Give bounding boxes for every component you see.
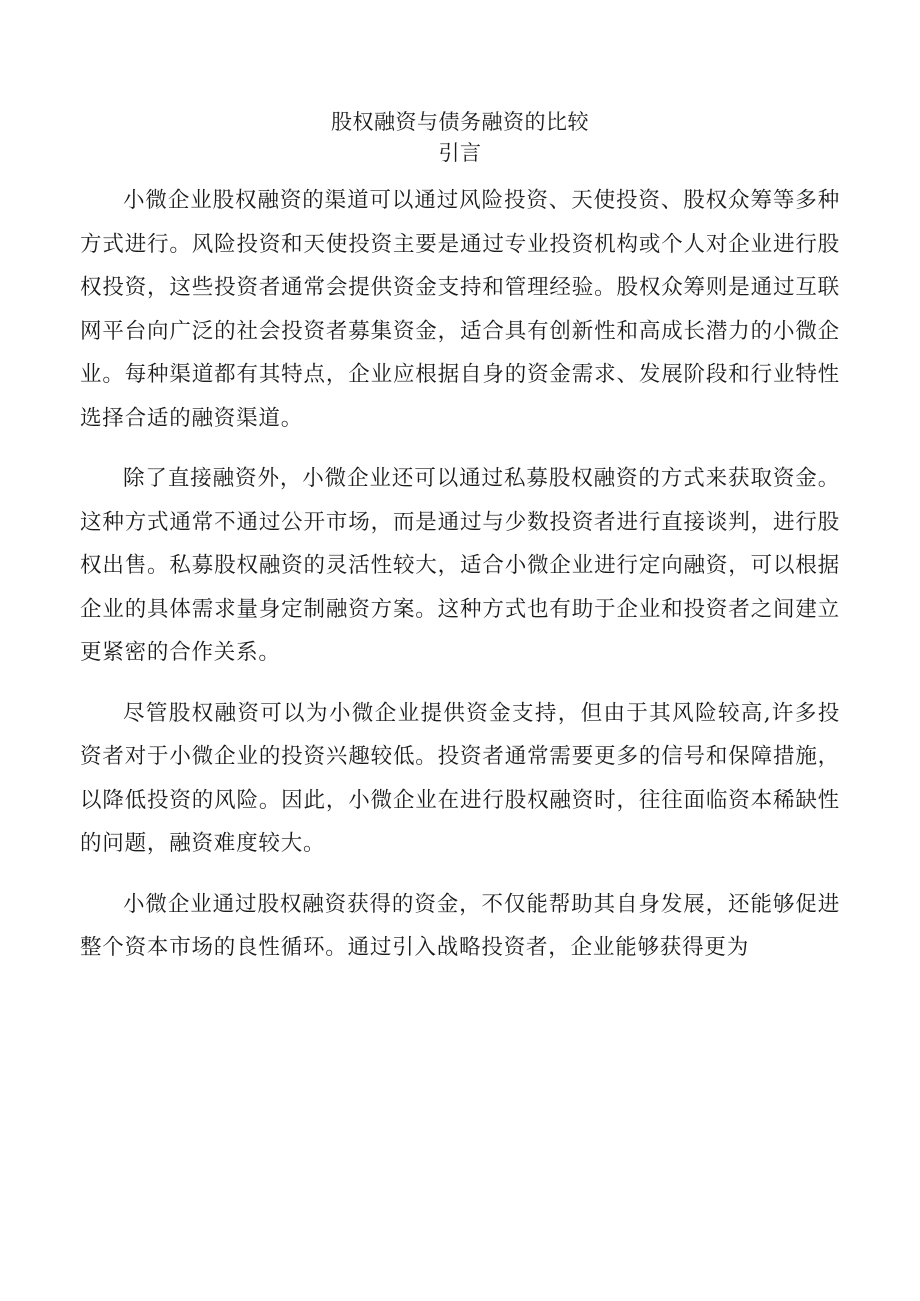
document-title: 股权融资与债务融资的比较 [331,110,589,134]
section-heading-introduction: 引言 [438,141,482,165]
paragraph-private-equity: 除了直接融资外，小微企业还可以通过私募股权融资的方式来获取资金。这种方式通常不通过公开市场，而是通过与少数投资者进行直接谈判，进行股权出售。私募股权融资的灵活性较大，适合小微企业进行定向融资，可以根据企业的具体需求量身定制融资方案。这种方式也有助于企业和投资者之间建立更紧密的合作关系。 [80,466,840,665]
paragraph-financing-channels: 小微企业股权融资的渠道可以通过风险投资、天使投资、股权众筹等多种方式进行。风险投资和天使投资主要是通过专业投资机构或个人对企业进行股权投资，这些投资者通常会提供资金支持和管理经验。股权众筹则是通过互联网平台向广泛的社会投资者募集资金，适合具有创新性和高成长潜力的小微企业。每种渠道都有其特点，企业应根据自身的资金需求、发展阶段和行业特性选择合适的融资渠道。 [80,188,840,431]
document-body [80,179,840,987]
title-block [0,106,920,168]
paragraph-investment-risk: 尽管股权融资可以为小微企业提供资金支持，但由于其风险较高,许多投资者对于小微企业的投资兴趣较低。投资者通常需要更多的信号和保障措施，以降低投资的风险。因此，小微企业在进行股权融资时，往往面临资本稀缺性的问题，融资难度较大。 [80,700,840,856]
paragraph-capital-market: 小微企业通过股权融资获得的资金，不仅能帮助其自身发展，还能够促进整个资本市场的良性循环。通过引入战略投资者，企业能够获得更为 [80,891,840,960]
